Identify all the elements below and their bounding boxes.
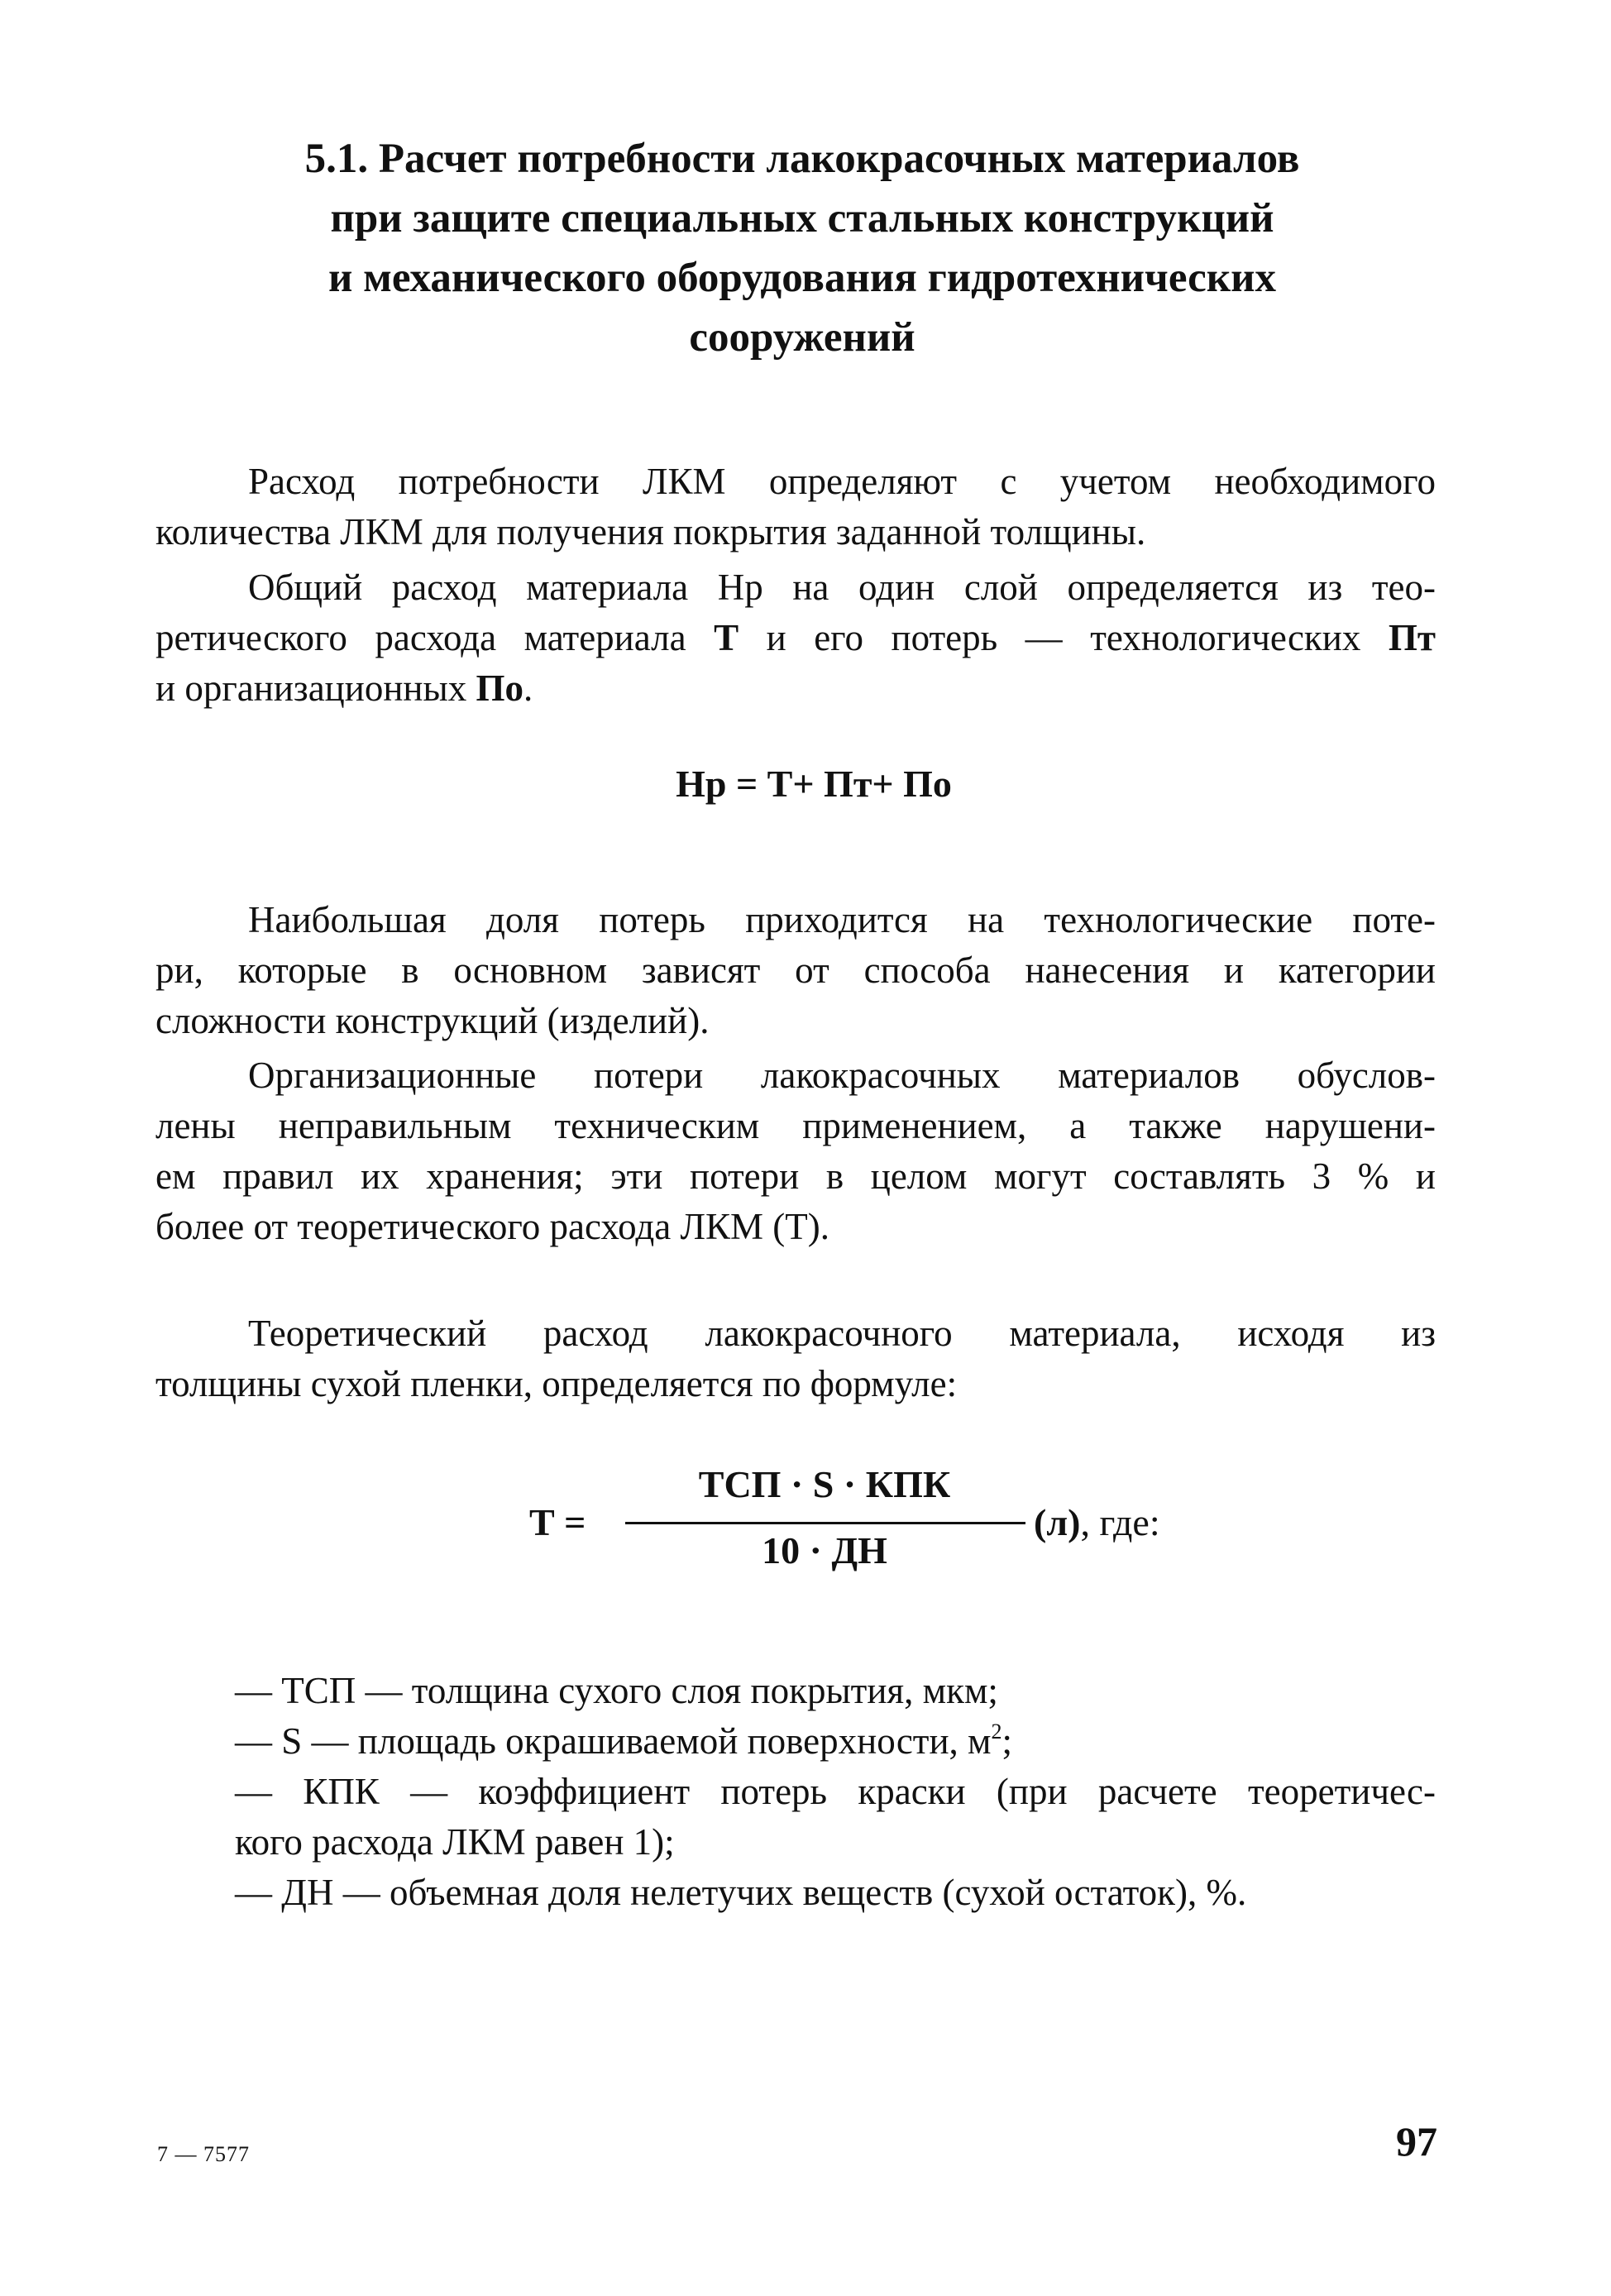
paragraph-3-line-1: Наибольшая доля потерь приходится на технологические поте-	[248, 899, 1436, 940]
paragraph-2-line-2-text-a: ретического расхода материала	[155, 617, 715, 658]
definition-kpk-line-1: — КПК — коэффициент потерь краски (при расчете теоретичес-	[235, 1771, 1436, 1812]
formula-suffix: , где:	[1080, 1501, 1160, 1543]
definition-dn: — ДН — объемная доля нелетучих веществ (сухой остаток), %.	[235, 1872, 1247, 1913]
definition-s-text: — S — площадь окрашиваемой поверхности, м	[235, 1720, 992, 1762]
heading-line-1: 5.1. Расчет потребности лакокрасочных материалов	[304, 136, 1300, 182]
paragraph-2-line-3-text-a: и организационных	[155, 667, 476, 709]
paragraph-2-line-2	[155, 613, 1436, 663]
paragraph-4-line-4: более от теоретического расхода ЛКМ (Т).	[155, 1206, 829, 1247]
paragraph-1-line-2: количества ЛКМ для получения покрытия заданной толщины.	[155, 511, 1146, 552]
paragraph-2-line-3-text-c: .	[523, 667, 533, 709]
printer-signature: 7 — 7577	[157, 2142, 250, 2166]
symbol-pt: Пт	[1388, 617, 1436, 658]
paragraph-2-line-3	[155, 663, 1436, 714]
paragraph-3-line-3: сложности конструкций (изделий).	[155, 1000, 710, 1041]
paragraph-3-line-2: ри, которые в основном зависят от способа нанесения и категории	[155, 949, 1436, 991]
definitions-list	[155, 1666, 1436, 1918]
superscript-2: 2	[991, 1720, 1002, 1744]
formula-total-consumption: Нр = Т+ Пт+ По	[676, 763, 952, 805]
symbol-t: Т	[714, 617, 739, 658]
formula-numerator: ТСП · S · КПК	[698, 1463, 951, 1505]
heading-line-3: и механического оборудования гидротехнических	[328, 255, 1276, 301]
paragraph-2-line-1: Общий расход материала Нр на один слой определяется из тео-	[248, 567, 1436, 608]
paragraph-3	[155, 895, 1436, 1046]
paragraph-4-line-2: лены неправильным техническим применением, а также нарушени-	[155, 1105, 1436, 1146]
formula-unit	[1034, 1500, 1160, 1544]
paragraph-1	[155, 457, 1436, 557]
definition-kpk-line-2: кого расхода ЛКМ равен 1);	[235, 1821, 675, 1863]
paragraph-5	[155, 1308, 1436, 1409]
symbol-po: По	[476, 667, 524, 709]
heading-line-4: сооружений	[689, 314, 915, 361]
paragraph-2-line-2-text-c: и его потерь — технологических	[739, 617, 1389, 658]
definition-tsp: — ТСП — толщина сухого слоя покрытия, мкм;	[235, 1670, 998, 1711]
formula-unit-text: (л)	[1034, 1501, 1081, 1543]
paragraph-4-line-3: ем правил их хранения; эти потери в целом могут составлять 3 % и	[155, 1155, 1436, 1197]
formula-lhs: Т =	[529, 1501, 586, 1543]
paragraph-5-line-2: толщины сухой пленки, определяется по формуле:	[155, 1363, 958, 1404]
page-number: 97	[1396, 2118, 1437, 2164]
formula-denominator: 10 · ДН	[762, 1529, 887, 1571]
paragraph-4	[155, 1050, 1436, 1252]
definition-s-end: ;	[1001, 1720, 1013, 1762]
paragraph-4-line-1: Организационные потери лакокрасочных материалов обуслов-	[248, 1055, 1436, 1096]
section-heading	[149, 129, 1456, 367]
paragraph-2	[155, 562, 1436, 714]
definition-s	[155, 1716, 1436, 1767]
heading-line-2: при защите специальных стальных конструкций	[330, 195, 1274, 242]
fraction-bar	[625, 1522, 1025, 1524]
paragraph-5-line-1: Теоретический расход лакокрасочного материала, исходя из	[248, 1313, 1436, 1354]
paragraph-1-line-1: Расход потребности ЛКМ определяют с учетом необходимого	[248, 461, 1436, 502]
